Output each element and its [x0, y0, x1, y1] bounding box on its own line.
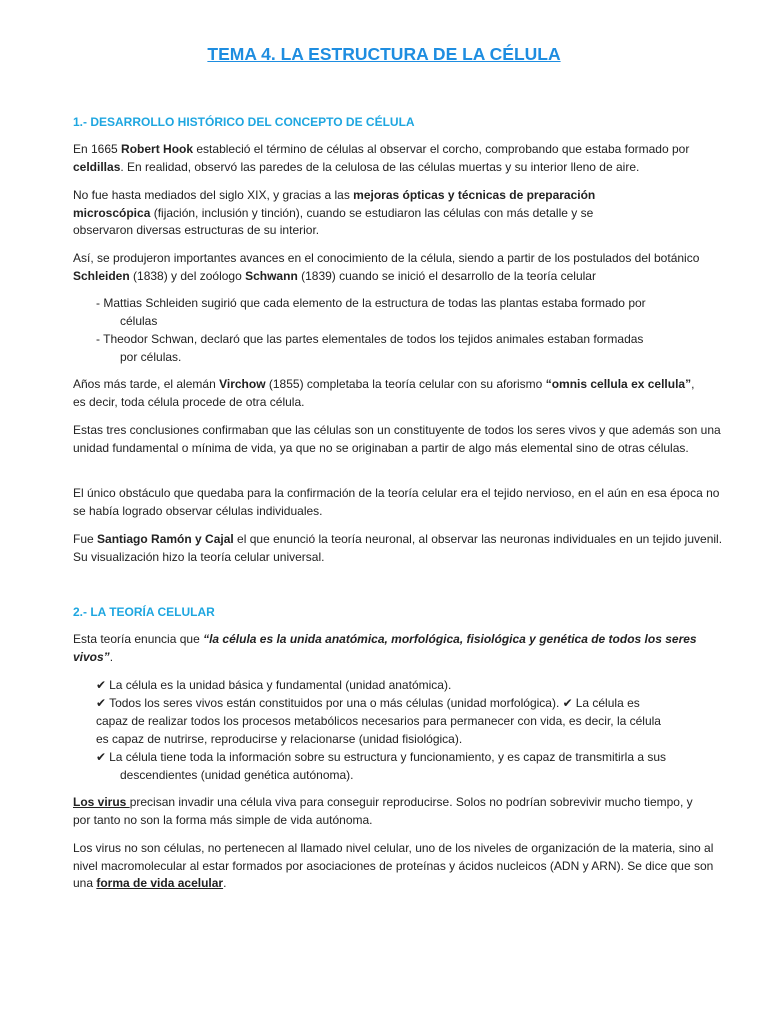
list-item-schwan-cont: por células. — [120, 350, 182, 364]
check-item-anatomical: ✔ La célula es la unidad básica y fundamental (unidad anatómica). — [96, 678, 452, 692]
paragraph-microscopy: No fue hasta mediados del siglo XIX, y gracias a las mejoras ópticas y técnicas de preparación microscópica (fijación, inclusión y tinción), cuando se estudiaron las células con más detalle y se observaron diversas estructuras de su interior. — [73, 188, 596, 237]
check-item-genetic: ✔ La célula tiene toda la información sobre su estructura y funcionamiento, y es capaz de transmitirla a sus — [96, 750, 667, 764]
check-item-morphological: ✔ Todos los seres vivos están constituidos por una o más células (unidad morfológica). ✔ La célula es — [96, 696, 640, 710]
paragraph-virchow: Años más tarde, el alemán Virchow (1855) completaba la teoría celular con su aforismo “omnis cellula ex cellula”, es decir, toda célula procede de otra célula. — [73, 377, 695, 409]
paragraph-theory-statement: Esta teoría enuncia que “la célula es la unida anatómica, morfológica, fisiológica y genética de todos los seres vivos”. — [73, 632, 697, 664]
document-title: TEMA 4. LA ESTRUCTURA DE LA CÉLULA — [207, 44, 561, 64]
list-item-schleiden: - Mattias Schleiden sugirió que cada elemento de la estructura de todas las plantas estaba formado por — [96, 296, 646, 310]
check-item-genetic-cont: descendientes (unidad genética autónoma). — [120, 768, 354, 782]
section-2-heading: 2.- LA TEORÍA CELULAR — [73, 605, 215, 619]
checkmark-icon: ✔ — [96, 750, 107, 764]
list-item-schleiden-cont: células — [120, 314, 158, 328]
paragraph-virus-acellular: Los virus no son células, no pertenecen al llamado nivel celular, uno de los niveles de organización de la materia, sino al nivel macromolecular al estar formados por asociaciones de proteínas y ácidos nucleicos (ADN y ARN). Se dice que son una forma de vida acelular. — [73, 841, 714, 890]
checkmark-icon: ✔ — [96, 678, 107, 692]
paragraph-virus: Los virus precisan invadir una célula viva para conseguir reproducirse. Solos no podrían sobrevivir mucho tiempo, y por tanto no son la forma más simple de vida autónoma. — [73, 795, 693, 827]
paragraph-robert-hook: En 1665 Robert Hook estableció el término de células al observar el corcho, comprobando que estaba formado por celdillas. En realidad, observó las paredes de la celulosa de las células muertas y su interior lleno de aire. — [73, 142, 690, 174]
list-item-schwan: - Theodor Schwan, declaró que las partes elementales de todos los tejidos animales estaban formadas — [96, 332, 644, 346]
paragraph-ramon-y-cajal: Fue Santiago Ramón y Cajal el que enunció la teoría neuronal, al observar las neuronas individuales en un tejido juvenil. Su visualización hizo la teoría celular universal. — [73, 532, 723, 564]
checkmark-icon: ✔ — [96, 696, 107, 710]
paragraph-schleiden-schwann: Así, se produjeron importantes avances en el conocimiento de la célula, siendo a partir de los postulados del botánico Schleiden (1838) y del zoólogo Schwann (1839) cuando se inició el desarrollo de la teoría celular — [73, 251, 700, 283]
paragraph-nervous-tissue: El único obstáculo que quedaba para la confirmación de la teoría celular era el tejido nervioso, en el aún en esa época no se había logrado observar células individuales. — [73, 486, 720, 518]
paragraph-conclusions: Estas tres conclusiones confirmaban que las células son un constituyente de todos los seres vivos y que además son una unidad fundamental o mínima de vida, ya que no se originaban a partir de algo más elemental sino de otras células. — [73, 423, 721, 455]
checkmark-icon: ✔ — [562, 696, 573, 710]
section-1-heading: 1.- DESARROLLO HISTÓRICO DEL CONCEPTO DE CÉLULA — [73, 115, 415, 129]
check-item-physiological-line2: capaz de realizar todos los procesos metabólicos necesarios para permanecer con vida, es decir, la célula — [96, 714, 661, 728]
check-item-physiological-line3: es capaz de nutrirse, reproducirse y relacionarse (unidad fisiológica). — [96, 732, 463, 746]
